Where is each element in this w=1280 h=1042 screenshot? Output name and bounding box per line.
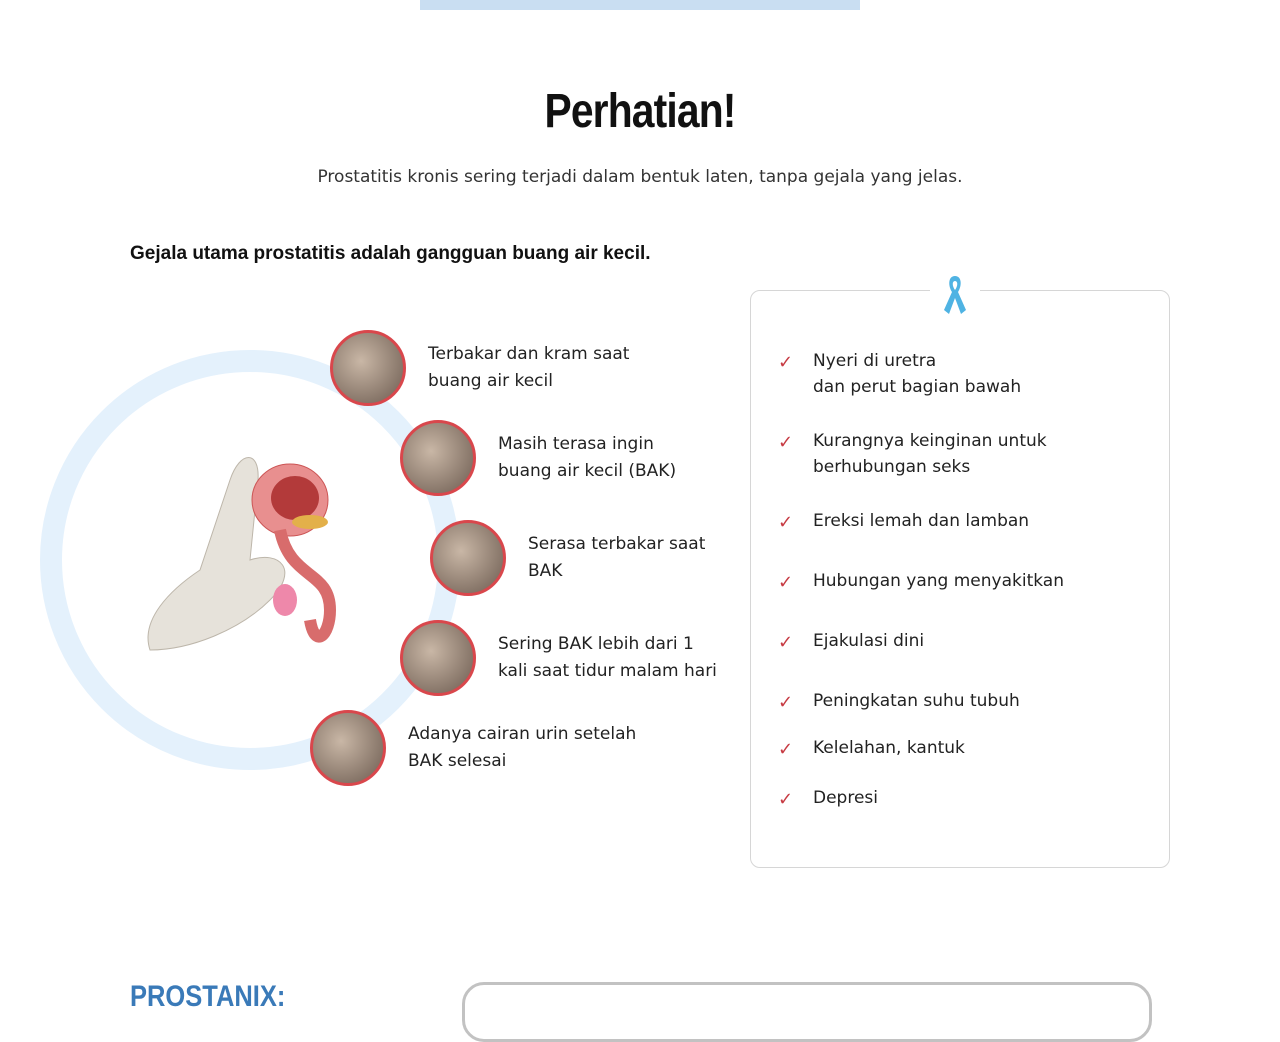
checklist-item [778, 508, 1029, 536]
symptom-item [400, 420, 738, 496]
symptom-text: Adanya cairan urin setelah [408, 724, 637, 744]
symptom-text: buang air kecil [428, 371, 553, 391]
checklist-text: Depresi [813, 788, 878, 808]
check-icon: ✓ [778, 512, 794, 533]
symptom-text: BAK [528, 561, 563, 581]
checklist-item [778, 785, 878, 813]
checklist-text: Kelelahan, kantuk [813, 738, 965, 758]
lead-text: Gejala utama prostatitis adalah gangguan buang air kecil. [130, 243, 651, 264]
checklist-item [778, 688, 1020, 716]
check-icon: ✓ [778, 432, 794, 453]
checklist-item [778, 428, 1047, 480]
checklist-item [778, 568, 1064, 596]
symptom-text: Terbakar dan kram saat [428, 344, 630, 364]
checklist-item [778, 735, 965, 763]
prostate-anatomy-illustration [130, 420, 350, 660]
symptom-text: Sering BAK lebih dari 1 [498, 634, 694, 654]
symptom-photo [330, 330, 406, 406]
checklist-text: Ejakulasi dini [813, 631, 925, 651]
check-icon: ✓ [778, 789, 794, 810]
awareness-ribbon-icon [940, 272, 970, 316]
check-icon: ✓ [778, 632, 794, 653]
symptom-photo [400, 420, 476, 496]
checklist-text: berhubungan seks [813, 457, 971, 477]
symptom-text: kali saat tidur malam hari [498, 661, 717, 681]
checklist-text: Peningkatan suhu tubuh [813, 691, 1020, 711]
symptom-photo [310, 710, 386, 786]
symptom-item [430, 520, 768, 596]
check-icon: ✓ [778, 692, 794, 713]
symptom-text: Serasa terbakar saat [528, 534, 706, 554]
symptom-text: BAK selesai [408, 751, 507, 771]
check-icon: ✓ [778, 572, 794, 593]
product-panel [462, 982, 1152, 1042]
checklist-item [778, 348, 1021, 400]
checklist-text: dan perut bagian bawah [813, 377, 1022, 397]
brand-heading: PROSTANIX: [130, 980, 286, 1013]
checklist-text: Kurangnya keinginan untuk [813, 431, 1047, 451]
checklist-item [778, 628, 924, 656]
top-bar [420, 0, 860, 10]
check-icon: ✓ [778, 739, 794, 760]
symptom-text: Masih terasa ingin [498, 434, 654, 454]
check-icon: ✓ [778, 352, 794, 373]
symptom-item [310, 710, 648, 786]
checklist-text: Nyeri di uretra [813, 351, 937, 371]
symptom-photo [400, 620, 476, 696]
symptom-text: buang air kecil (BAK) [498, 461, 677, 481]
subtitle: Prostatitis kronis sering terjadi dalam bentuk laten, tanpa gejala yang jelas. [317, 167, 963, 187]
symptom-item [330, 330, 668, 406]
page-title: Perhatian! [544, 85, 736, 138]
checklist-text: Hubungan yang menyakitkan [813, 571, 1064, 591]
symptom-item [400, 620, 738, 696]
checklist-text: Ereksi lemah dan lamban [813, 511, 1030, 531]
symptom-photo [430, 520, 506, 596]
